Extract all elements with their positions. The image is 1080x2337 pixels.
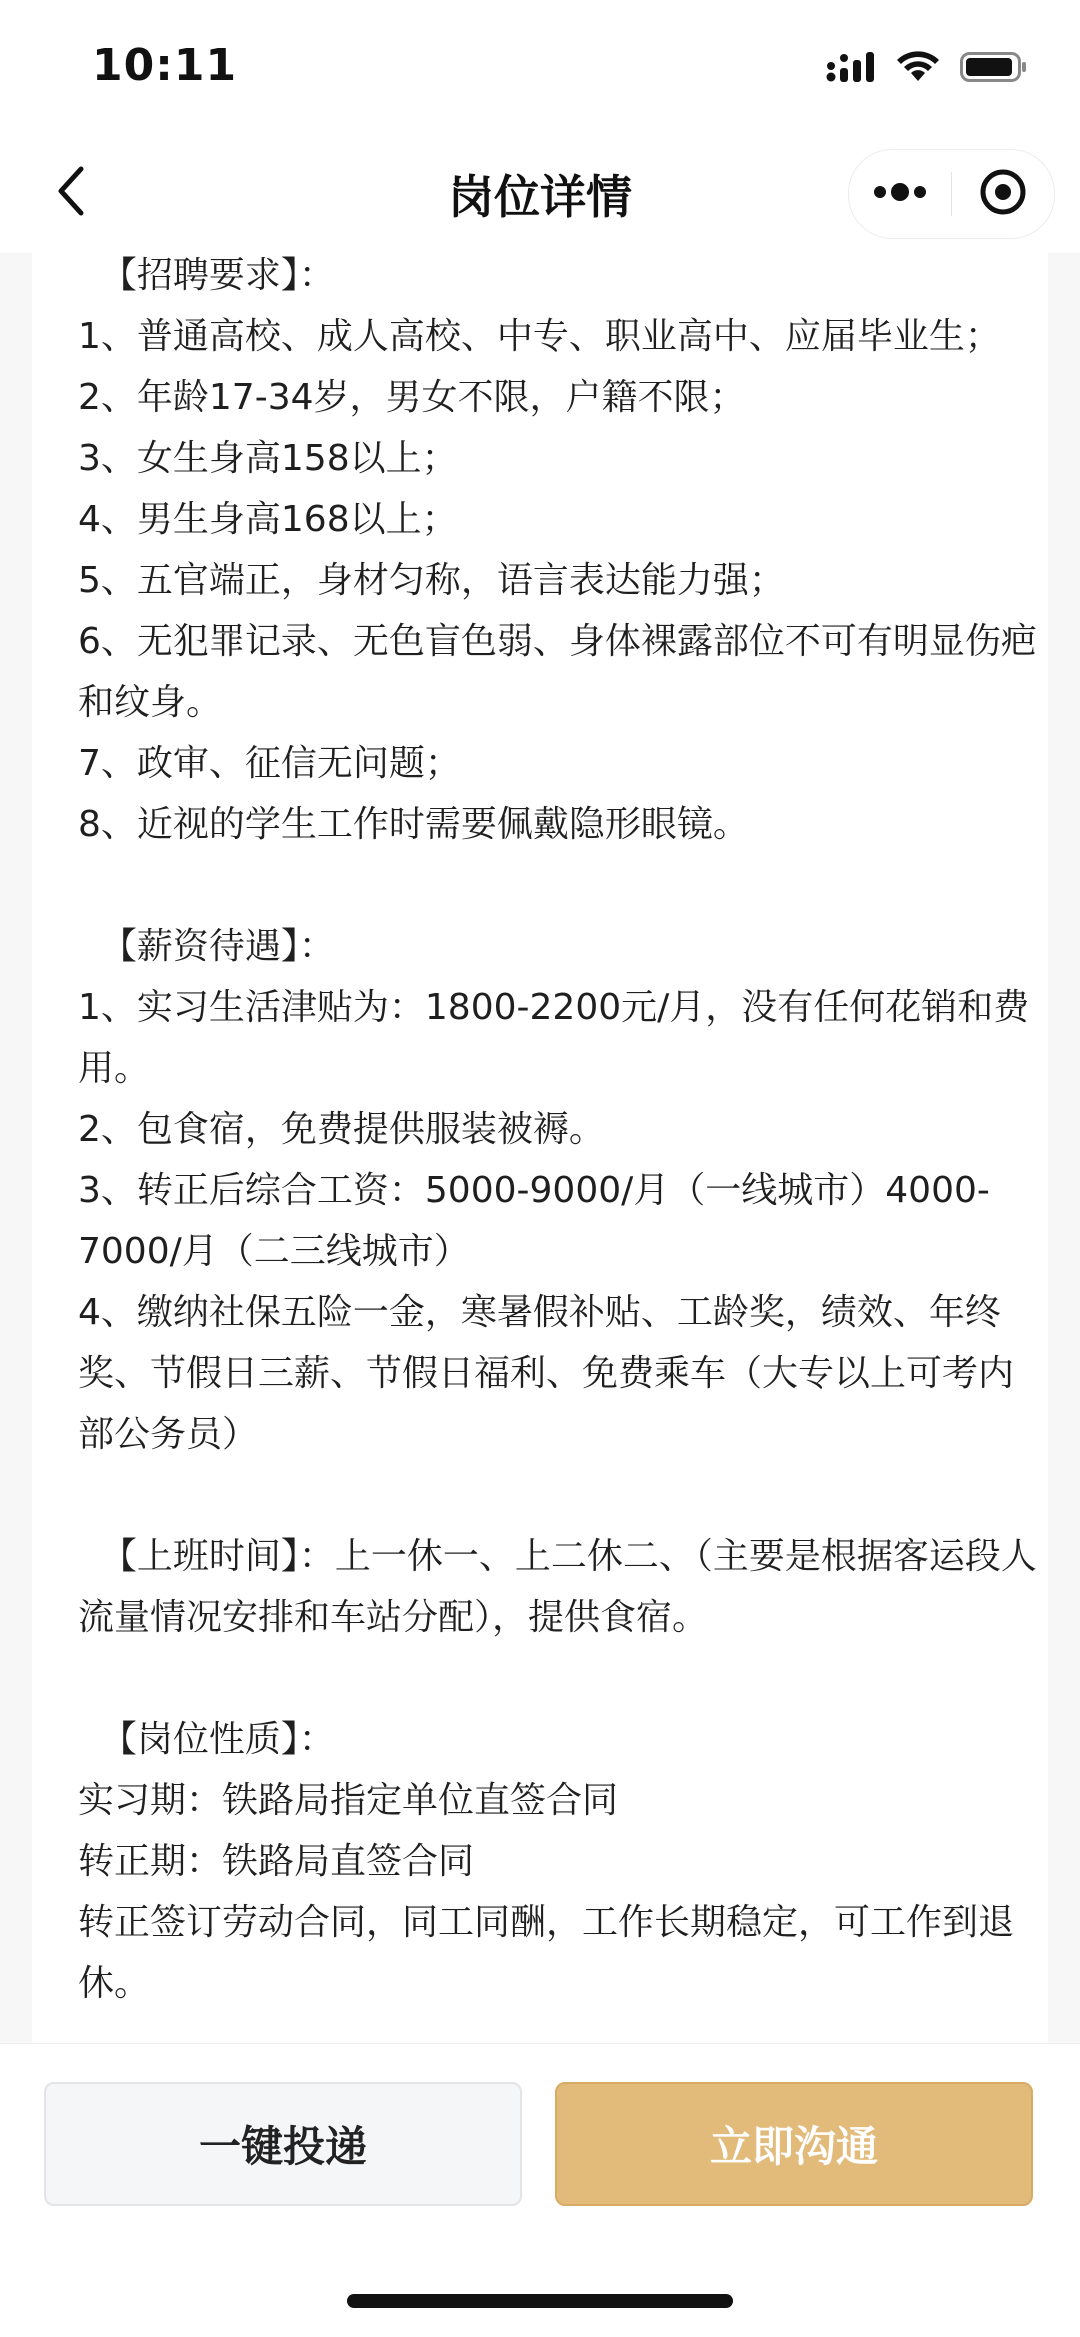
salary-heading: 【薪资待遇】： (78, 926, 335, 967)
status-icons (826, 50, 1028, 88)
requirement-8: 8、近视的学生工作时需要佩戴隐形眼镜。 (78, 804, 749, 845)
status-bar (0, 0, 1080, 135)
spacer (78, 1465, 1038, 1526)
requirement-7: 7、政审、征信无问题； (78, 743, 461, 784)
work-hours: 【上班时间】：上一休一、上二休二、（主要是根据客运段人流量情况安排和车站分配），提供食宿。 (78, 1536, 1037, 1638)
internship-contract: 实习期：铁路局指定单位直签合同 (78, 1780, 619, 1821)
job-detail-content[interactable] (32, 253, 1048, 2043)
status-time: 10:11 (92, 40, 238, 91)
more-button[interactable] (849, 150, 951, 238)
job-description (78, 253, 1038, 2014)
regular-contract: 转正期：铁路局直签合同 (78, 1841, 475, 1882)
nav-bar (0, 135, 1080, 253)
spacer (78, 855, 1038, 916)
requirements-heading: 【招聘要求】： (78, 255, 335, 296)
target-close-icon (978, 167, 1028, 221)
requirement-2: 2、年龄17-34岁，男女不限，户籍不限； (78, 377, 746, 418)
battery-icon (960, 50, 1028, 88)
labor-contract: 转正签订劳动合同，同工同酬，工作长期稳定，可工作到退休。 (78, 1902, 1015, 2004)
requirement-6: 6、无犯罪记录、无色盲色弱、身体裸露部位不可有明显伤疤和纹身。 (78, 621, 1037, 723)
salary-3: 3、转正后综合工资：5000-9000/月（一线城市）4000-7000/月（二三线城市） (78, 1170, 990, 1272)
mini-program-capsule (848, 149, 1055, 239)
one-click-deliver-button[interactable]: 一键投递 (44, 2082, 522, 2206)
salary-1: 1、实习生活津贴为：1800-2200元/月，没有任何花销和费用。 (78, 987, 1030, 1089)
requirement-1: 1、普通高校、成人高校、中专、职业高中、应届毕业生； (78, 316, 1001, 357)
requirement-5: 5、五官端正，身材匀称，语言表达能力强； (78, 560, 785, 601)
position-nature-heading: 【岗位性质】： (78, 1719, 335, 1760)
wifi-icon (896, 50, 940, 88)
close-button[interactable] (952, 150, 1054, 238)
salary-2: 2、包食宿，免费提供服装被褥。 (78, 1109, 605, 1150)
chat-now-button[interactable]: 立即沟通 (555, 2082, 1033, 2206)
cellular-signal-icon (826, 50, 876, 88)
requirement-3: 3、女生身高158以上； (78, 438, 458, 479)
salary-4: 4、缴纳社保五险一金，寒暑假补贴、工龄奖，绩效、年终奖、节假日三薪、节假日福利、免费乘车（大专以上可考内部公务员） (78, 1292, 1015, 1455)
page-title: 岗位详情 (448, 170, 632, 224)
bottom-action-bar (0, 2043, 1080, 2337)
requirement-4: 4、男生身高168以上； (78, 499, 458, 540)
home-indicator[interactable] (347, 2294, 733, 2308)
spacer (78, 1648, 1038, 1709)
more-dots-icon (872, 182, 928, 206)
